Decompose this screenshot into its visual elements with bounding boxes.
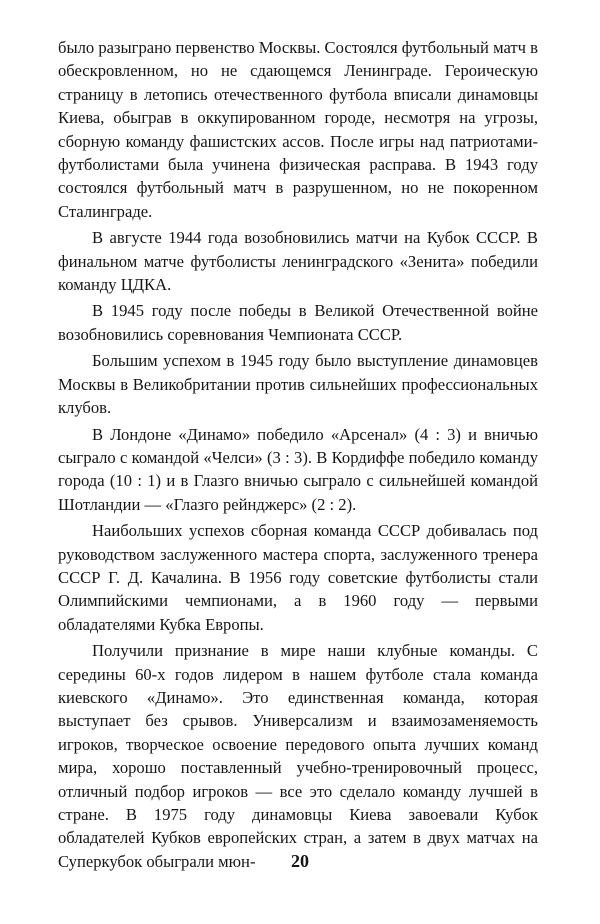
paragraph-3: В 1945 году после победы в Великой Отечественной войне возобновились соревнования Чемпионата СССР. [58, 301, 538, 344]
paragraph-7: Получили признание в мире наши клубные команды. С середины 60-х годов лидером в нашем футболе стала команда киевского «Динамо». Это единственная команда, которая выступает без срывов. Универсализм и взаимозаменяемость игроков, творческое освоение передового опыта лучших команд мира, хорошо поставленный учебно-тренировочный процесс, отличный подбор игроков — все это сделало команду лучшей в стране. В 1975 году динамовцы Киева завоевали Кубок обладателей Кубков европейских стран, а затем в двух матчах на Суперкубок обыграли мюн- [58, 641, 538, 871]
page-text-block [58, 36, 538, 873]
page-number: 20 [291, 851, 309, 871]
paragraph-6: Наибольших успехов сборная команда СССР добивалась под руководством заслуженного мастера спорта, заслуженного тренера СССР Г. Д. Качалина. В 1956 году советские футболисты стали Олимпийскими чемпионами, а в 1960 году — первыми обладателями Кубка Европы. [58, 521, 538, 634]
paragraph-4: Большим успехом в 1945 году было выступление динамовцев Москвы в Великобритании против сильнейших профессиональных клубов. [58, 351, 538, 418]
paragraph-5: В Лондоне «Динамо» победило «Арсенал» (4 : 3) и вничью сыграло с командой «Челси» (3 : 3). В Кордиффе победило команду города (10 : 1) и в Глазго вничью сыграло с сильнейшей командой Шотландии — «Глазго рейнджерс» (2 : 2). [58, 424, 538, 514]
paragraph-2: В августе 1944 года возобновились матчи на Кубок СССР. В финальном матче футболисты ленинградского «Зенита» победили команду ЦДКА. [58, 228, 538, 295]
paragraph-1: было разыграно первенство Москвы. Состоялся футбольный матч в обескровленном, но не сдающемся Ленинграде. Героическую страницу в летопись отечественного футбола вписали динамовцы Киева, обыграв в оккупированном городе, несмотря на угрозы, сборную команду фашистских ассов. После игры над патриотами-футболистами была учинена физическая расправа. В 1943 году состоялся футбольный матч в разрушенном, но не покоренном Сталинграде. [58, 38, 538, 221]
